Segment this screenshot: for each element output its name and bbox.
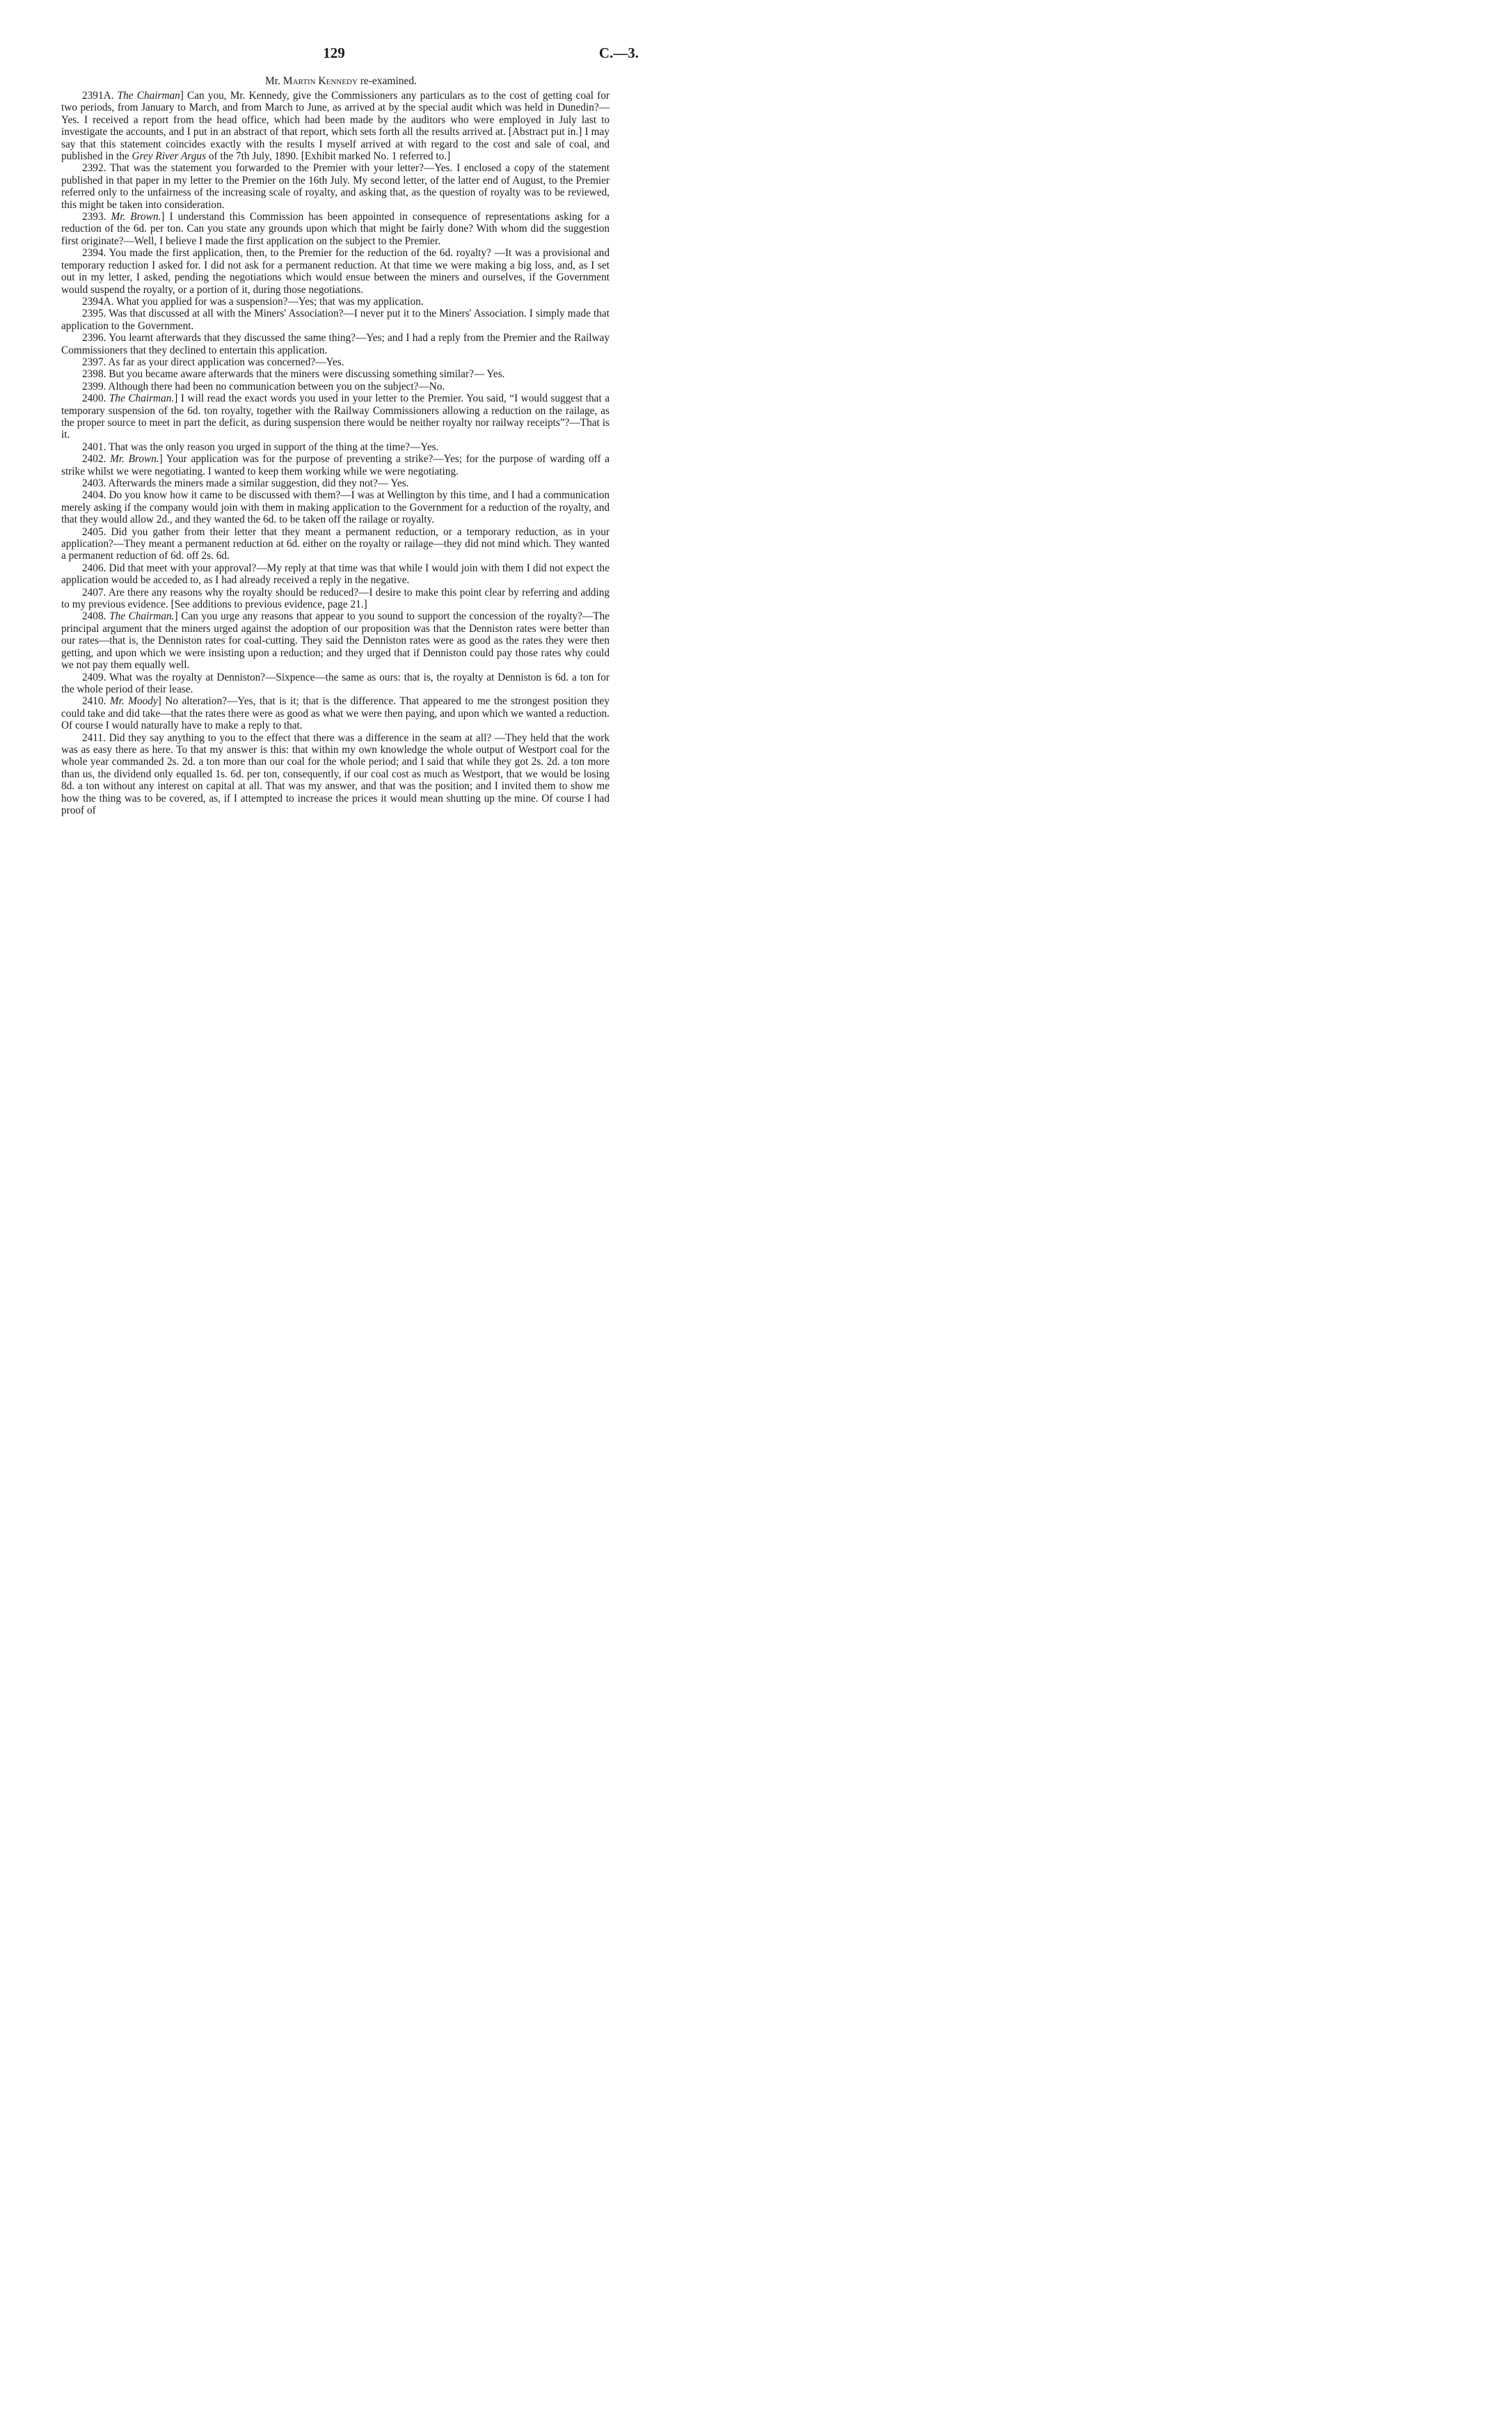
testimony-text: Although there had been no communication between you on the subject?—No. <box>108 380 445 393</box>
question-paragraph <box>61 610 610 671</box>
question-paragraph <box>61 732 610 817</box>
testimony-text: You made the first application, then, to the Premier for the reduction of the 6d. royalty? —It was a provisional and temporary reduction I asked for. I did not ask for a permanent reduction. At that time we were making a big loss, and, as I set out in my letter, I asked, pending the negotiations which would ensue between the miners and ourselves, if the Government would suspend the royalty, or a portion of it, during those negotiations. <box>61 247 610 296</box>
question-paragraph <box>61 368 610 380</box>
speaker-name: Mr. Moody <box>109 695 158 708</box>
question-paragraph <box>61 695 610 731</box>
question-number: 2398. <box>82 368 106 381</box>
testimony-text: That was the statement you forwarded to the Premier with your letter?—Yes. I enclosed a copy of the statement published in that paper in my letter to the Premier on the 16th July. My second letter, of the latter end of August, to the Premier referred only to the unfairness of the increasing scale of royalty, and asking that, as the question of royalty was to be reviewed, this might be taken into consideration. <box>61 162 610 211</box>
question-number: 2401. <box>82 441 106 453</box>
question-number: 2406. <box>82 562 106 574</box>
testimony-text: Was that discussed at all with the Miners' Association?—I never put it to the Miners' Association. I simply made that application to the Government. <box>61 308 610 332</box>
testimony-text: You learnt afterwards that they discussed the same thing?—Yes; and I had a reply from the Premier and the Railway Commissioners that they declined to entertain this application. <box>61 332 610 356</box>
testimony-text: As far as your direct application was concerned?—Yes. <box>108 356 344 368</box>
question-paragraph <box>61 90 610 162</box>
testimony-text: Did you gather from their letter that they meant a permanent reduction, or a temporary reduction, as in your application?—They meant a permanent reduction at 6d. either on the royalty or railage—they did not mind which. They wanted a permanent reduction of 6d. off 2s. 6d. <box>61 525 610 562</box>
question-number: 2391A. <box>82 90 114 102</box>
testimony-text: ] Can you urge any reasons that appear to you sound to support the concession of the royalty?—The principal argument that the miners urged against the adoption of our proposition was that the Denniston rates were better than our rates—that is, the Denniston rates for coal-cutting. They said the Denniston rates were as good as the rates they were then getting, and upon which we were insisting upon a reduction; and they urged that if Denniston could pay those rates why could we not pay them equally well. <box>61 610 610 672</box>
question-number: 2395. <box>82 308 106 320</box>
question-number: 2411. <box>82 731 106 744</box>
testimony-text: Afterwards the miners made a similar suggestion, did they not?— Yes. <box>108 477 409 489</box>
section-heading <box>0 75 682 88</box>
question-number: 2408. <box>82 610 106 623</box>
testimony-text: Do you know how it came to be discussed with them?—I was at Wellington by this time, and I had a communication merely asking if the company would join with them in making application to the Government for a reduction of the royalty, and that they would allow 2d., and they wanted the 6d. to be taken off the railage or royalty. <box>61 489 610 526</box>
question-paragraph <box>61 247 610 296</box>
question-paragraph <box>61 526 610 562</box>
heading-prefix: Mr. <box>264 75 283 87</box>
question-paragraph <box>61 356 610 368</box>
question-number: 2394. <box>82 247 106 260</box>
question-paragraph <box>61 477 610 489</box>
question-number: 2405. <box>82 525 106 538</box>
document-page <box>0 0 682 1095</box>
question-number: 2403. <box>82 477 106 489</box>
document-reference: C.—3. <box>598 45 639 61</box>
question-paragraph <box>61 453 610 477</box>
publication-title: Grey River Argus <box>132 150 207 163</box>
testimony-text: Are there any reasons why the royalty should be reduced?—I desire to make this point clear by referring and adding to my previous evidence. [See additions to previous evidence, page 21.] <box>61 586 610 611</box>
testimony-text: What was the royalty at Denniston?—Sixpence—the same as ours: that is, the royalty at Denniston is 6d. a ton for the whole period of their lease. <box>61 671 610 695</box>
question-paragraph <box>61 587 610 611</box>
question-paragraph <box>61 672 610 696</box>
witness-last-name: Kennedy <box>318 75 358 87</box>
testimony-text: That was the only reason you urged in support of the thing at the time?—Yes. <box>108 441 439 453</box>
testimony-text: ] Your application was for the purpose of preventing a strike?—Yes; for the purpose of warding off a strike whilst we were negotiating. I wanted to keep them working while we were negotiating. <box>61 453 610 477</box>
speaker-name: Mr. Brown. <box>111 211 161 223</box>
question-number: 2407. <box>82 586 106 599</box>
question-number: 2396. <box>82 332 106 344</box>
question-number: 2400. <box>82 393 106 405</box>
testimony-text: ] I will read the exact words you used in your letter to the Premier. You said, “I would suggest that a temporary suspension of the 6d. ton royalty, together with the Railway Commissioners allowing a reduction on the railage, as the proper source to meet in part the deficit, as during suspension there would be neither royalty nor railway receipts”?—That is it. <box>61 393 610 441</box>
testimony-text: Did they say anything to you to the effect that there was a difference in the seam at all? —They held that the work was as easy there as here. To that my answer is this: that within my own knowledge the whole output of Westport coal for the whole year commanded 2s. 2d. a ton more than our coal for the whole period; and I said that while they got 2s. 2d. a ton more than us, the dividend only equalled 1s. 6d. per ton, consequently, if our coal cost as much as Westport, that we would be losing 8d. a ton without any interest on capital at all. That was my answer, and that was the position; and I invited them to show me how the thing was to be covered, as, if I attempted to increase the prices it would mean shutting up the mine. Of course I had proof of <box>61 731 610 816</box>
heading-suffix: re-examined. <box>357 75 417 87</box>
testimony-text: ] I understand this Commission has been appointed in consequence of representations asking for a reduction of the 6d. per ton. Can you state any grounds upon which that might be fairly done? With whom did the suggestion first originate?—Well, I believe I made the first application on the subject to the Premier. <box>61 211 610 247</box>
question-paragraph <box>61 489 610 525</box>
page-number: 129 <box>323 45 345 61</box>
speaker-name: The Chairman <box>117 90 180 102</box>
question-paragraph <box>61 211 610 247</box>
question-number: 2393. <box>82 211 106 223</box>
question-number: 2392. <box>82 162 106 175</box>
testimony-text-tail: of the 7th July, 1890. [Exhibit marked No. 1 referred to.] <box>206 150 451 163</box>
question-number: 2409. <box>82 671 106 683</box>
testimony-body <box>61 90 610 816</box>
testimony-text: Did that meet with your approval?—My reply at that time was that while I would join with them I did not expect the application would be acceded to, as I had already received a reply in the negative. <box>61 562 610 587</box>
testimony-text: ] No alteration?—Yes, that is it; that is the difference. That appeared to me the strongest position they could take and did take—that the rates there were as good as what we were then paying, and upon which we wanted a reduction. Of course I would naturally have to make a reply to that. <box>61 695 610 732</box>
question-paragraph <box>61 296 610 308</box>
witness-first-name: Martin <box>282 75 316 87</box>
question-number: 2404. <box>82 489 106 502</box>
question-number: 2402. <box>82 453 106 466</box>
question-number: 2399. <box>82 380 106 393</box>
speaker-name: The Chairman. <box>109 610 175 623</box>
question-paragraph <box>61 393 610 441</box>
question-paragraph <box>61 308 610 332</box>
question-paragraph <box>61 441 610 453</box>
question-paragraph <box>61 381 610 393</box>
question-number: 2394A. <box>82 295 114 308</box>
testimony-text: ] Can you, Mr. Kennedy, give the Commissioners any particulars as to the cost of getting coal for two periods, from January to March, and from March to June, as arrived at by the special audit which was held in Dunedin?—Yes. I received a report from the head office, which had been made by the auditors who were employed in July last to investigate the accounts, and I put in an abstract of that report, which sets forth all the results arrived at. [Abstract put in.] I may say that this statement coincides exactly with the results I myself arrived at with regard to the cost and sale of coal, and published in the <box>61 90 610 163</box>
testimony-text: But you became aware afterwards that the miners were discussing something similar?— Yes. <box>109 368 505 381</box>
speaker-name: The Chairman. <box>109 393 175 405</box>
question-paragraph <box>61 332 610 356</box>
question-number: 2410. <box>82 695 106 708</box>
testimony-text: What you applied for was a suspension?—Yes; that was my application. <box>116 295 424 308</box>
question-paragraph <box>61 162 610 211</box>
question-number: 2397. <box>82 356 106 368</box>
speaker-name: Mr. Brown. <box>110 453 159 466</box>
question-paragraph <box>61 562 610 587</box>
